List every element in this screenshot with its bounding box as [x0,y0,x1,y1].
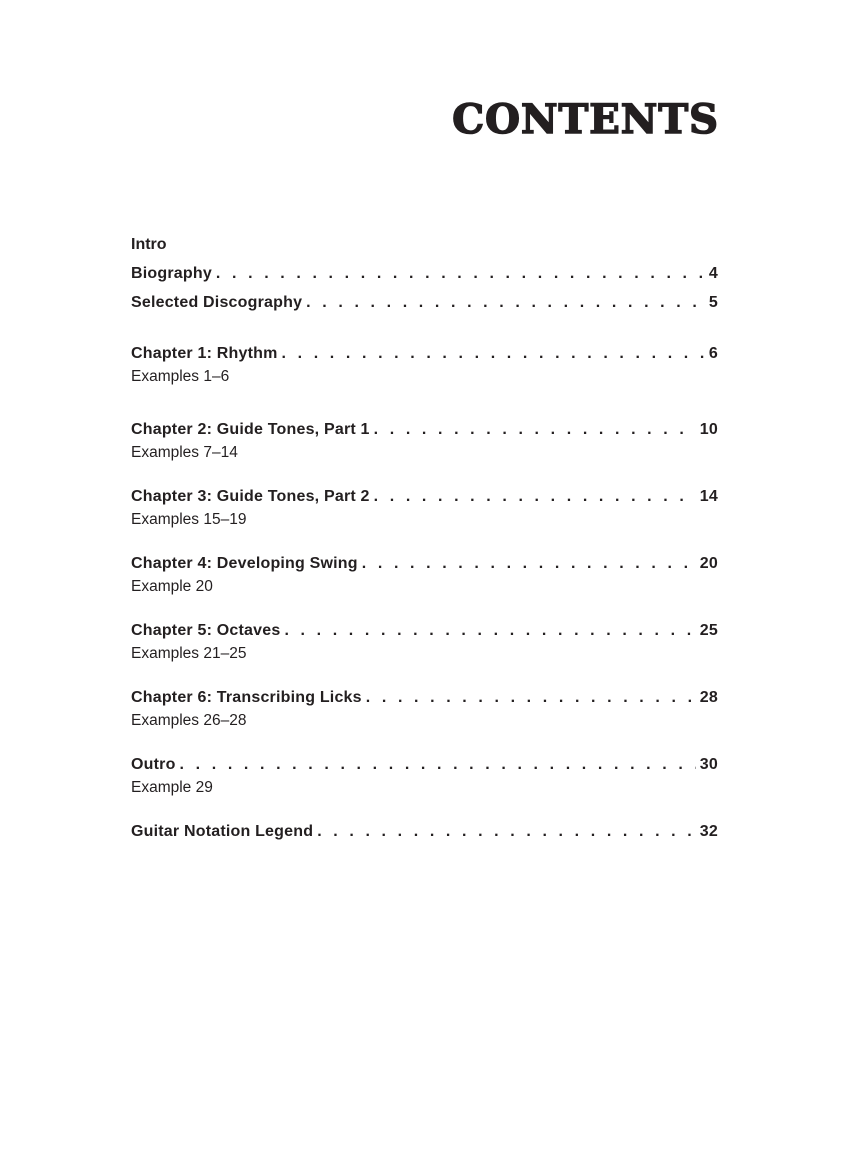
toc-entry-label: Chapter 2: Guide Tones, Part 1 [131,421,370,438]
toc-entry-label: Chapter 4: Developing Swing [131,555,358,572]
toc-entry-label: Chapter 1: Rhythm [131,345,278,362]
toc-page-number: 10 [699,421,718,438]
toc-entry-label: Chapter 3: Guide Tones, Part 2 [131,488,370,505]
toc-entry-examples: Example 29 [131,779,213,796]
toc-entry-chapter-6[interactable] [131,688,718,731]
toc-entry-label: Chapter 5: Octaves [131,622,281,639]
toc-page-number: 30 [699,756,718,773]
toc-page-number: 4 [708,265,718,282]
dot-leader [366,688,696,708]
toc-entry-chapter-2[interactable] [131,420,718,463]
toc-entry-outro[interactable] [131,755,718,798]
toc-entry-chapter-3[interactable] [131,487,718,530]
toc-entry-chapter-4[interactable] [131,554,718,597]
dot-leader [317,822,696,842]
toc-page-number: 28 [699,689,718,706]
dot-leader [374,487,696,507]
dot-leader [180,755,696,775]
dot-leader [284,621,695,641]
toc-entry-label: Chapter 6: Transcribing Licks [131,689,362,706]
toc-page-number: 5 [708,294,718,311]
toc-entry-selected-discography[interactable] [131,293,718,313]
toc-entry-examples: Example 20 [131,578,213,595]
page-title: CONTENTS [452,96,719,143]
toc-page-number: 32 [699,823,718,840]
toc-entry-examples: Examples 1–6 [131,368,230,385]
toc-page-number: 6 [708,345,718,362]
toc-entry-examples: Examples 7–14 [131,444,238,461]
toc-entry-label: Outro [131,756,176,773]
toc-entry-examples: Examples 26–28 [131,712,247,729]
toc-entry-label: Selected Discography [131,294,303,311]
toc-entry-chapter-5[interactable] [131,621,718,664]
dot-leader [216,264,705,284]
toc-entry-chapter-1[interactable] [131,344,718,387]
toc-intro-heading: Intro [131,236,167,253]
toc-entry-guitar-notation-legend[interactable] [131,822,718,842]
toc-entry-biography[interactable] [131,264,718,284]
toc-page-number: 25 [699,622,718,639]
dot-leader [306,293,705,313]
toc-entry-label: Guitar Notation Legend [131,823,314,840]
dot-leader [374,420,696,440]
dot-leader [282,344,705,364]
toc-entry-examples: Examples 21–25 [131,645,247,662]
toc-entry-label: Biography [131,265,212,282]
toc-entry-examples: Examples 15–19 [131,511,247,528]
toc-page-number: 14 [699,488,718,505]
toc-page-number: 20 [699,555,718,572]
dot-leader [362,554,696,574]
